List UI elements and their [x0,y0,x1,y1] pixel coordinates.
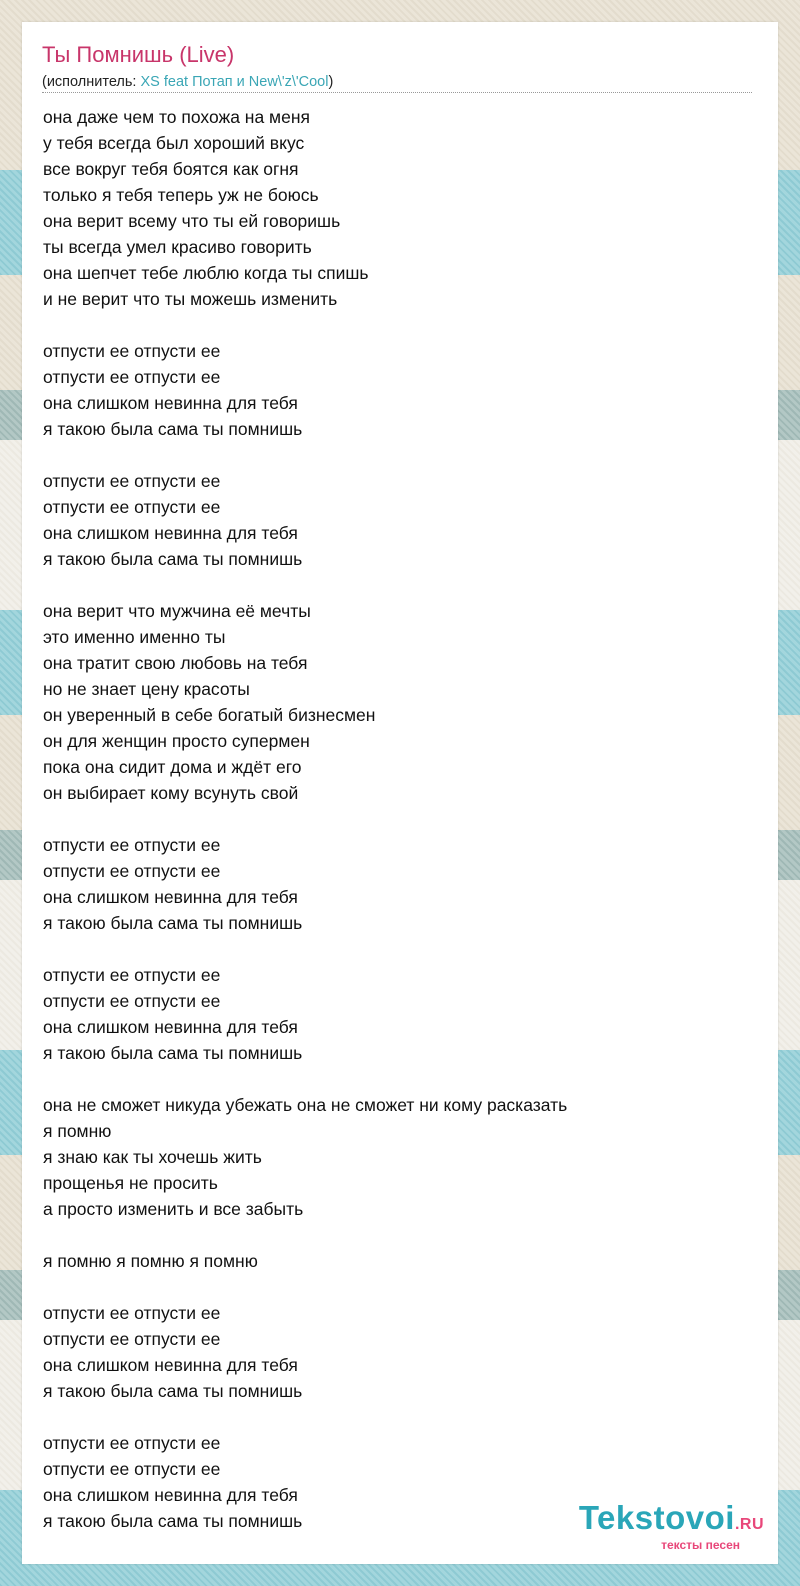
lyric-line: отпусти ее отпусти ее [43,1459,221,1479]
lyric-line [43,572,567,598]
lyric-line: отпусти ее отпусти ее [43,341,221,361]
lyric-line [43,1066,567,1092]
lyric-line: она слишком невинна для тебя [43,1017,298,1037]
lyrics-text [43,104,567,1534]
lyric-line: отпусти ее отпусти ее [43,861,221,881]
lyric-line: она тратит свою любовь на тебя [43,653,308,673]
lyric-line: я знаю как ты хочешь жить [43,1147,262,1167]
lyric-line: он для женщин просто супермен [43,731,310,751]
lyric-line: я такою была сама ты помнишь [43,1043,303,1063]
lyric-line: я помню [43,1121,112,1141]
artist-link[interactable]: XS feat Потап и New\'z\'Cool [140,74,329,90]
lyric-line: отпусти ее отпусти ее [43,497,221,517]
artist-suffix: ) [328,74,334,90]
lyric-line [43,1222,567,1248]
lyric-line: отпусти ее отпусти ее [43,1329,221,1349]
lyric-line: а просто изменить и все забыть [43,1199,304,1219]
lyric-line: отпусти ее отпусти ее [43,835,221,855]
lyric-line: она слишком невинна для тебя [43,393,298,413]
song-title: Ты Помнишь (Live) [42,42,235,67]
lyric-line [43,442,567,468]
lyric-line: ты всегда умел красиво говорить [43,237,312,257]
lyric-line: отпусти ее отпусти ее [43,1303,221,1323]
lyric-line [43,312,567,338]
artist-line [42,74,333,90]
lyric-line: пока она сидит дома и ждёт его [43,757,302,777]
lyric-line: она шепчет тебе люблю когда ты спишь [43,263,369,283]
lyric-line: она слишком невинна для тебя [43,1355,298,1375]
lyric-line [43,806,567,832]
lyric-line: у тебя всегда был хороший вкус [43,133,305,153]
lyric-line: она слишком невинна для тебя [43,1485,298,1505]
lyric-line: и не верит что ты можешь изменить [43,289,338,309]
lyric-line [43,1274,567,1300]
lyric-line: она верит что мужчина её мечты [43,601,311,621]
lyric-line: все вокруг тебя боятся как огня [43,159,299,179]
logo-tld: .RU [734,1516,764,1533]
lyric-line: она даже чем то похожа на меня [43,107,310,127]
lyric-line: отпусти ее отпусти ее [43,367,221,387]
artist-prefix: (исполнитель: [42,74,141,90]
lyric-line [43,936,567,962]
logo-tagline: тексты песен [661,1538,740,1552]
lyric-line [43,1404,567,1430]
lyric-line: я такою была сама ты помнишь [43,549,303,569]
lyric-line: только я тебя теперь уж не боюсь [43,185,319,205]
lyric-line: она слишком невинна для тебя [43,887,298,907]
lyric-line: я такою была сама ты помнишь [43,913,303,933]
site-logo[interactable] [579,1501,764,1552]
lyric-line: я такою была сама ты помнишь [43,419,303,439]
logo-name: Tekstovoi [578,1499,735,1536]
lyric-line: он уверенный в себе богатый бизнесмен [43,705,376,725]
lyric-line: отпусти ее отпусти ее [43,991,221,1011]
lyric-line: отпусти ее отпусти ее [43,1433,221,1453]
lyric-line: отпусти ее отпусти ее [43,965,221,985]
title-divider [42,92,752,93]
lyric-line: я такою была сама ты помнишь [43,1511,303,1531]
lyric-line: она не сможет никуда убежать она не сможет ни кому расказать [43,1095,568,1115]
lyric-line: она слишком невинна для тебя [43,523,298,543]
lyric-line: я помню я помню я помню [43,1251,258,1271]
lyric-line: он выбирает кому всунуть свой [43,783,299,803]
logo-wordmark [579,1501,764,1542]
lyric-line: прощенья не просить [43,1173,218,1193]
lyric-line: но не знает цену красоты [43,679,250,699]
lyric-line: я такою была сама ты помнишь [43,1381,303,1401]
lyric-line: отпусти ее отпусти ее [43,471,221,491]
lyric-line: она верит всему что ты ей говоришь [43,211,341,231]
lyrics-card [22,22,778,1564]
lyric-line: это именно именно ты [43,627,226,647]
